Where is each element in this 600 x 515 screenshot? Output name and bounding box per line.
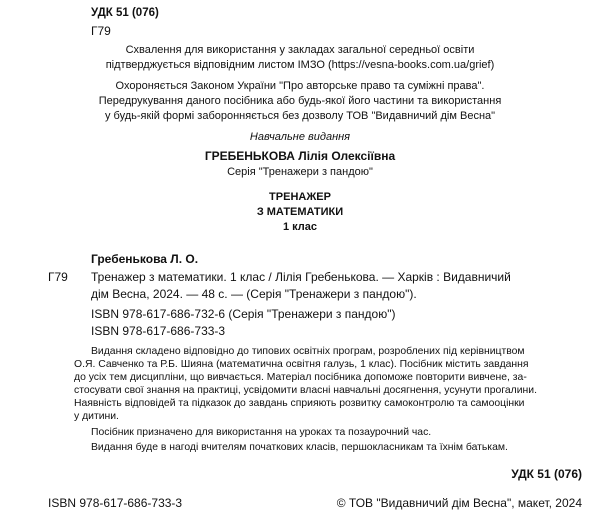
description-line-6: у дитини. (74, 411, 119, 422)
catalog-entry-line-2: дім Весна, 2024. — 48 с. — (Серія "Тренажери з пандою"). (91, 287, 417, 301)
description-line-7: Посібник призначено для використання на уроках та позаурочний час. (91, 427, 432, 438)
description-line-3: до усіх тем дисципліни, що вивчається. Матеріал посібника допоможе повторити вивчене, за- (74, 372, 527, 383)
copyright-notice-line-3: у будь-якій формі заборонняється без дозволу ТОВ "Видавничий дім Весна" (104, 110, 496, 122)
approval-line-2: підтверджується відповідним листом ІМЗО (https://vesna-books.com.ua/grief) (105, 59, 495, 71)
catalog-entry-line-1: Тренажер з математики. 1 клас / Лілія Гребенькова. — Харків : Видавничий (91, 270, 511, 284)
book-title-line-2: З МАТЕМАТИКИ (256, 206, 344, 218)
udc-header: УДК 51 (076) (91, 7, 159, 19)
author-mark-header: Г79 (91, 24, 111, 38)
udc-footer: УДК 51 (076) (511, 467, 582, 481)
footer-isbn: ISBN 978-617-686-733-3 (48, 496, 183, 510)
description-line-1: Видання складено відповідно до типових освітніх програм, розроблених під керівництвом (91, 346, 525, 357)
description-line-5: Наявність відповідей та підказок до завдань сприяють розвитку самоконтролю та самооцінки (74, 398, 525, 409)
author-full-name: ГРЕБЕНЬКОВА Лілія Олексіївна (204, 149, 396, 163)
edition-type: Навчальне видання (249, 131, 351, 143)
catalog-isbn-1: ISBN 978-617-686-732-6 (Серія "Тренажери з пандою") (91, 307, 396, 321)
series-name: Серія "Тренажери з пандою" (227, 166, 373, 178)
copyright-notice-line-2: Передрукування даного посібника або будь-якої його частини та використання (98, 95, 502, 107)
description-line-2: О.Я. Савченко та Р.Б. Шияна (математична освітня галузь, 1 клас). Посібник містить завдання (74, 359, 529, 370)
book-title-line-1: ТРЕНАЖЕР (269, 191, 331, 203)
description-line-4: стосувати свої знання на практиці, усвідомити власні навчальні досягнення, усунути прогалини. (74, 385, 537, 396)
footer-copyright: © ТОВ "Видавничий дім Весна", макет, 2024 (336, 496, 582, 510)
description-line-8: Видання буде в нагоді вчителям початкових класів, першокласникам та їхнім батькам. (91, 442, 508, 453)
catalog-mark: Г79 (48, 270, 68, 284)
catalog-author: Гребенькова Л. О. (91, 252, 199, 266)
copyright-notice-line-1: Охороняється Законом України "Про авторське право та суміжні права". (115, 80, 485, 92)
catalog-isbn-2: ISBN 978-617-686-733-3 (91, 324, 226, 338)
grade: 1 клас (282, 221, 318, 233)
approval-line-1: Схвалення для використання у закладах загальної середньої освіти (125, 44, 475, 56)
